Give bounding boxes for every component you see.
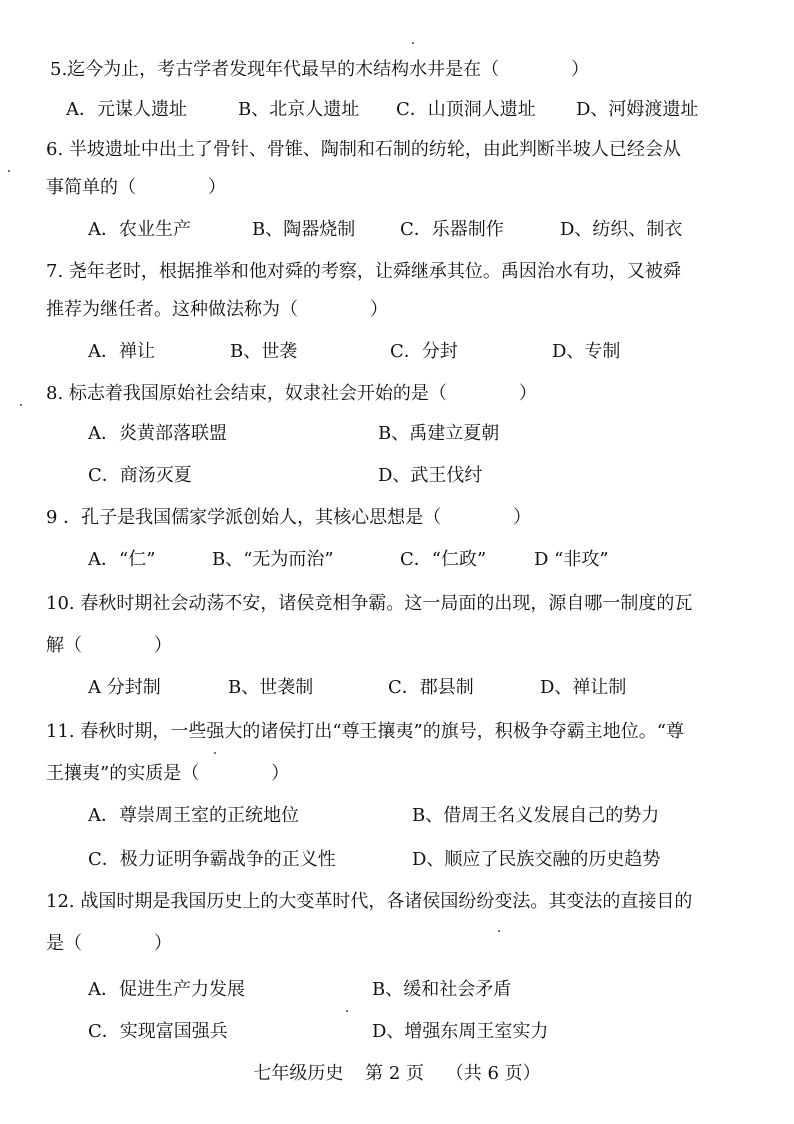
q5-stem: 5.迄今为止，考古学者发现年代最早的木结构水井是在（ ）: [50, 59, 590, 80]
q7-option-b: B、世袭: [230, 341, 298, 362]
q11-option-b: B、借周王名义发展自己的势力: [412, 805, 660, 826]
q7-stem-line1: 7. 尧年老时，根据推举和他对舜的考察，让舜继承其位。禹因治水有功，又被舜: [46, 261, 681, 282]
q12-stem-line2: 是（ ）: [46, 933, 172, 954]
scan-speck: [498, 930, 500, 932]
scan-speck: [412, 42, 414, 44]
q7-option-a: A．禅让: [88, 341, 155, 362]
q9-option-d: D “非攻”: [534, 549, 609, 570]
scan-speck: [346, 1010, 348, 1012]
q11-option-a: A．尊崇周王室的正统地位: [88, 805, 299, 826]
q12-option-c: C．实现富国强兵: [88, 1021, 228, 1042]
q8-option-c: C．商汤灭夏: [88, 465, 192, 486]
scan-speck: [214, 752, 216, 754]
q5-option-b: B、北京人遗址: [238, 99, 360, 120]
q10-stem-line2: 解（ ）: [46, 635, 172, 656]
q6-option-d: D、纺织、制衣: [560, 219, 683, 240]
q5-option-d: D、河姆渡遗址: [576, 99, 699, 120]
q7-option-d: D、专制: [552, 341, 621, 362]
q10-option-b: B、世袭制: [228, 677, 314, 698]
q12-option-d: D、增强东周王室实力: [372, 1021, 549, 1042]
scan-speck: [8, 170, 10, 172]
q7-option-c: C．分封: [390, 341, 458, 362]
q6-stem-line2: 事简单的（ ）: [46, 177, 226, 198]
q6-stem-line1: 6. 半坡遗址中出土了骨针、骨锥、陶制和石制的纺轮，由此判断半坡人已经会从: [46, 139, 681, 160]
q8-stem: 8. 标志着我国原始社会结束，奴隶社会开始的是（ ）: [46, 383, 537, 404]
scan-speck: [20, 404, 22, 406]
q8-option-a: A．炎黄部落联盟: [88, 423, 227, 444]
q9-stem: 9 ．孔子是我国儒家学派创始人，其核心思想是（ ）: [46, 507, 532, 528]
q10-option-d: D、禅让制: [540, 677, 627, 698]
q12-option-b: B、缓和社会矛盾: [372, 979, 512, 1000]
q11-option-d: D、顺应了民族交融的历史趋势: [412, 849, 661, 870]
q7-stem-line2: 推荐为继任者。这种做法称为（ ）: [46, 299, 388, 320]
footer-page-number: 第 2 页: [365, 1063, 424, 1084]
q10-option-a: A 分封制: [88, 677, 161, 698]
q6-option-c: C．乐器制作: [400, 219, 504, 240]
q5-option-c: C．山顶洞人遗址: [396, 99, 536, 120]
q9-option-b: B、“无为而治”: [212, 549, 334, 570]
q9-option-a: A．“仁”: [88, 549, 156, 570]
page-footer: [0, 1062, 794, 1086]
q6-option-a: A．农业生产: [88, 219, 191, 240]
q10-stem-line1: 10. 春秋时期社会动荡不安，诸侯竞相争霸。这一局面的出现，源自哪一制度的瓦: [46, 593, 693, 614]
q11-option-c: C．极力证明争霸战争的正义性: [88, 849, 336, 870]
q6-option-b: B、陶器烧制: [252, 219, 356, 240]
q12-stem-line1: 12. 战国时期是我国历史上的大变革时代，各诸侯国纷纷变法。其变法的直接目的: [46, 891, 693, 912]
q9-option-c: C．“仁政”: [400, 549, 487, 570]
footer-total-pages: （共 6 页）: [445, 1063, 541, 1084]
q11-stem-line2: 王攘夷”的实质是（ ）: [46, 763, 290, 784]
footer-grade: 七年级历史: [253, 1063, 344, 1084]
q5-option-a: A．元谋人遗址: [66, 99, 187, 120]
q10-option-c: C．郡县制: [388, 677, 474, 698]
q8-option-b: B、禹建立夏朝: [378, 423, 500, 444]
q11-stem-line1: 11. 春秋时期，一些强大的诸侯打出“尊王攘夷”的旗号，积极争夺霸主地位。“尊: [46, 721, 684, 742]
q12-option-a: A．促进生产力发展: [88, 979, 245, 1000]
q8-option-d: D、武王伐纣: [378, 465, 483, 486]
